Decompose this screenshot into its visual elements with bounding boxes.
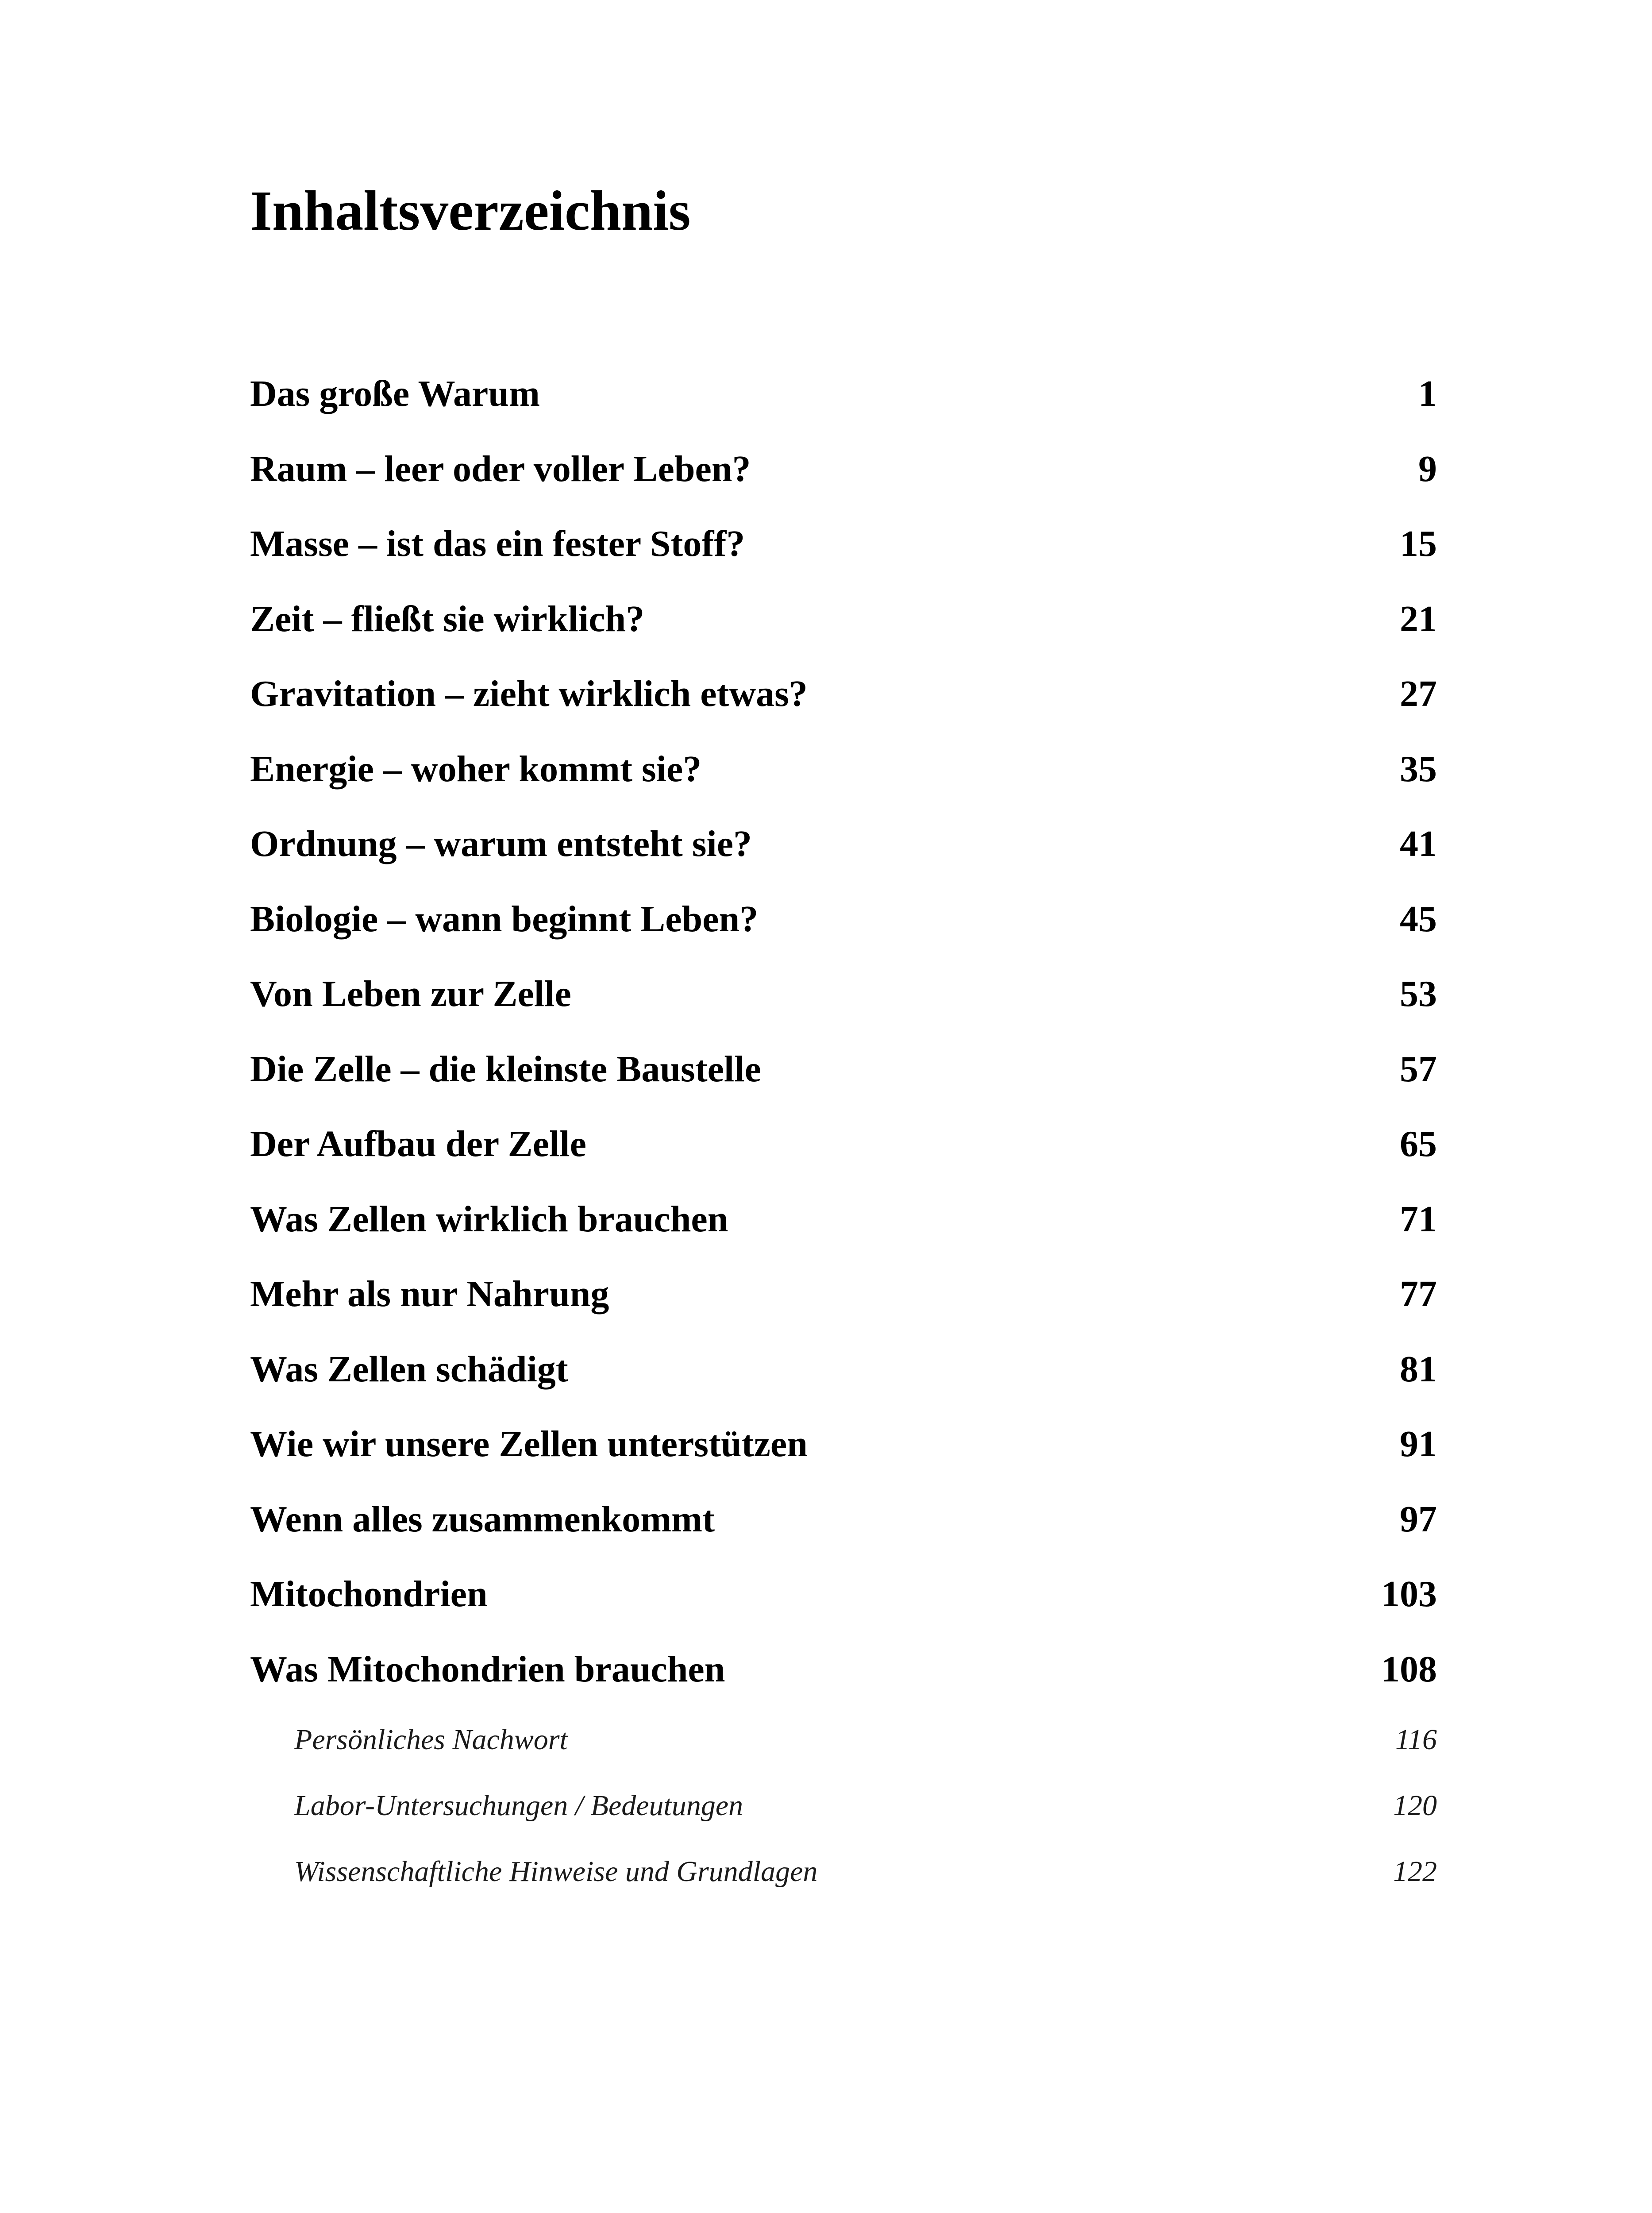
toc-subentry-label: Wissenschaftliche Hinweise und Grundlagen <box>294 1855 818 1888</box>
toc-entry[interactable] <box>250 825 1437 901</box>
toc-main-list <box>250 375 1437 1726</box>
toc-entry-label: Masse – ist das ein fester Stoff? <box>250 523 745 564</box>
toc-entry[interactable] <box>250 1348 1437 1426</box>
toc-entry[interactable] <box>250 1573 1437 1651</box>
toc-entry-page: 15 <box>1400 523 1437 564</box>
toc-subentry-page: 116 <box>1395 1723 1437 1756</box>
toc-entry-page: 45 <box>1400 898 1437 940</box>
toc-entry-page: 53 <box>1400 973 1437 1014</box>
toc-entry-page: 57 <box>1400 1048 1437 1090</box>
toc-entry-page: 27 <box>1400 673 1437 714</box>
toc-entry[interactable] <box>250 1048 1437 1126</box>
toc-entry-label: Mitochondrien <box>250 1573 488 1615</box>
toc-subentry-page: 122 <box>1393 1855 1437 1888</box>
toc-entry[interactable] <box>250 1198 1437 1276</box>
toc-subentry-label: Persönliches Nachwort <box>294 1723 568 1756</box>
toc-entry-page: 21 <box>1400 598 1437 640</box>
toc-entry-page: 9 <box>1418 448 1437 490</box>
toc-entry[interactable] <box>250 525 1437 601</box>
toc-subentry-page: 120 <box>1393 1789 1437 1822</box>
toc-entry-label: Was Zellen schädigt <box>250 1348 568 1390</box>
toc-subentry[interactable] <box>294 1725 1437 1791</box>
toc-entry[interactable] <box>250 675 1437 751</box>
toc-entry-page: 77 <box>1400 1273 1437 1315</box>
toc-entry-label: Was Zellen wirklich brauchen <box>250 1198 728 1240</box>
toc-entry[interactable] <box>250 898 1437 976</box>
toc-entry[interactable] <box>250 1648 1437 1726</box>
toc-entry-label: Von Leben zur Zelle <box>250 973 571 1014</box>
toc-entry[interactable] <box>250 1273 1437 1351</box>
toc-entry-page: 108 <box>1381 1648 1437 1690</box>
toc-entry[interactable] <box>250 448 1437 526</box>
toc-entry-label: Das große Warum <box>250 373 540 414</box>
toc-subentry-label: Labor-Untersuchungen / Bedeutungen <box>294 1789 743 1822</box>
toc-entry-page: 91 <box>1400 1423 1437 1465</box>
toc-entry-page: 103 <box>1381 1573 1437 1615</box>
toc-entry[interactable] <box>250 1498 1437 1576</box>
toc-entry-label: Mehr als nur Nahrung <box>250 1273 609 1315</box>
toc-subentry[interactable] <box>294 1857 1437 1923</box>
toc-entry[interactable] <box>250 598 1437 676</box>
toc-entry[interactable] <box>250 975 1437 1051</box>
toc-entry-label: Zeit – fließt sie wirklich? <box>250 598 645 640</box>
toc-entry-label: Ordnung – warum entsteht sie? <box>250 823 752 864</box>
toc-entry-label: Energie – woher kommt sie? <box>250 748 702 790</box>
toc-entry[interactable] <box>250 375 1437 451</box>
toc-entry-page: 97 <box>1400 1498 1437 1540</box>
toc-entry-label: Die Zelle – die kleinste Baustelle <box>250 1048 761 1090</box>
toc-entry-label: Raum – leer oder voller Leben? <box>250 448 751 490</box>
toc-entry-label: Der Aufbau der Zelle <box>250 1123 586 1164</box>
page-title: Inhaltsverzeichnis <box>250 179 691 242</box>
toc-entry-page: 71 <box>1400 1198 1437 1240</box>
toc-entry-label: Biologie – wann beginnt Leben? <box>250 898 759 940</box>
toc-entry[interactable] <box>250 1423 1437 1501</box>
toc-entry-page: 65 <box>1400 1123 1437 1164</box>
toc-entry-label: Was Mitochondrien brauchen <box>250 1648 725 1690</box>
toc-entry-page: 1 <box>1418 373 1437 414</box>
toc-appendix-list <box>294 1725 1437 1923</box>
toc-entry[interactable] <box>250 1123 1437 1201</box>
toc-entry-label: Wenn alles zusammenkommt <box>250 1498 715 1540</box>
toc-subentry[interactable] <box>294 1791 1437 1857</box>
toc-entry-label: Wie wir unsere Zellen unterstützen <box>250 1423 808 1465</box>
toc-entry-page: 81 <box>1400 1348 1437 1390</box>
toc-entry-page: 35 <box>1400 748 1437 790</box>
toc-entry[interactable] <box>250 748 1437 826</box>
toc-entry-page: 41 <box>1400 823 1437 864</box>
toc-entry-label: Gravitation – zieht wirklich etwas? <box>250 673 808 714</box>
